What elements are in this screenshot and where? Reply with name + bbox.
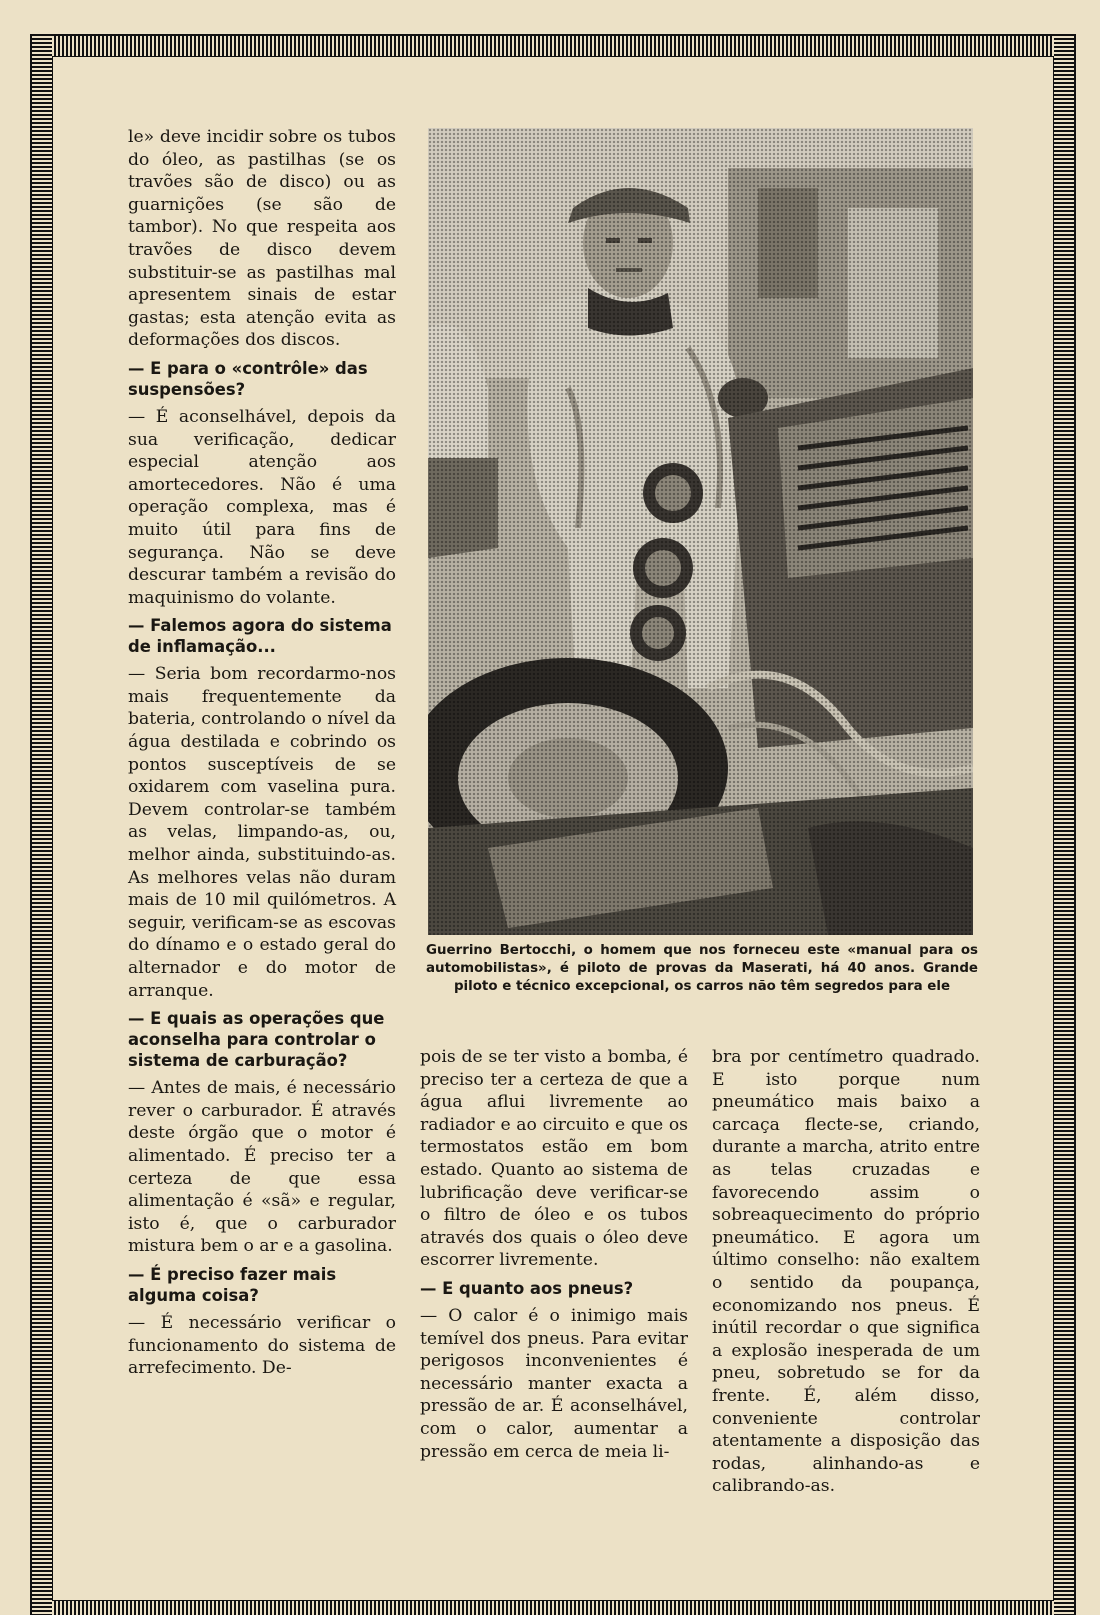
article-paragraph: bra por centímetro quadrado. E isto porque num pneumático mais baixo a carcaça flecte-se, criando, durante a marcha, atrito entre as telas cruzadas e favorecendo assim o sobreaquecimento do próprio pneumático. E agora um último conselho: não exaltem o sentido da poupança, economizando nos pneus. É inútil recordar o que significa a explosão inesperada de um pneu, sobretudo se for da frente. É, além disso, conveniente controlar atentamente a disposição das rodas, alinhando-as e calibrando-as. [712, 1047, 980, 1497]
interview-question: — E quanto aos pneus? [420, 1278, 634, 1298]
interview-question: — E quais as operações que aconselha para controlar o sistema de carburação? [128, 1009, 385, 1071]
article-paragraph: le» deve incidir sobre os tubos do óleo, as pastilhas (se os travões são de disco) ou as guarnições (se são de tambor). No que respeita aos travões de disco devem substituir-se as pastilhas mal apresentem sinais de estar gastas; esta atenção evita as deformações dos discos. [128, 127, 396, 351]
article-paragraph: — É aconselhável, depois da sua verificação, dedicar especial atenção aos amortecedores. Não é uma operação complexa, mas é muito útil para fins de segurança. Não se deve descurar também a revisão do maquinismo do volante. [128, 406, 396, 608]
article-column-middle [420, 1046, 688, 1466]
interview-question: — Falemos agora do sistema de inflamação... [128, 616, 392, 657]
article-column-left [128, 126, 396, 1383]
interview-question: — É preciso fazer mais alguma coisa? [128, 1264, 337, 1305]
photo-caption: Guerrino Bertocchi, o homem que nos forneceu este «manual para os automobilistas», é piloto de provas da Maserati, há 40 anos. Grande piloto e técnico excepcional, os carros não têm segredos para ele [426, 943, 978, 994]
photo-man-with-engine-icon [428, 128, 973, 935]
article-paragraph: — O calor é o inimigo mais temível dos pneus. Para evitar perigosos inconvenientes é necessário manter exacta a pressão de ar. É aconselhável, com o calor, aumentar a pressão em cerca de meia li- [420, 1305, 688, 1462]
article-column-right [712, 1046, 980, 1501]
article-paragraph: — Seria bom recordarmo-nos mais frequentemente da bateria, controlando o nível da água destilada e cobrindo os pontos susceptíveis de se oxidarem com vaselina pura. Devem controlar-se também as velas, limpando-as, ou, melhor ainda, substituindo-as. As melhores velas não duram mais de 10 mil quilómetros. A seguir, verificam-se as escovas do dínamo e o estado geral do alternador e do motor de arranque. [128, 664, 396, 1001]
interview-question: — E para o «contrôle» das suspensões? [128, 358, 368, 399]
article-photo [428, 128, 973, 935]
article-paragraph: pois de se ter visto a bomba, é preciso ter a certeza de que a água aflui livremente ao radiador e ao circuito e que os termostatos estão em bom estado. Quanto ao sistema de lubrificação deve verificar-se o filtro de óleo e os tubos através dos quais o óleo deve escorrer livremente. [420, 1047, 688, 1271]
article-paragraph: — Antes de mais, é necessário rever o carburador. É através deste órgão que o motor é alimentado. É preciso ter a certeza de que essa alimentação é «sã» e regular, isto é, que o carburador mistura bem o ar e a gasolina. [128, 1078, 396, 1257]
article-paragraph: — É necessário verificar o funcionamento do sistema de arrefecimento. De- [128, 1312, 396, 1379]
